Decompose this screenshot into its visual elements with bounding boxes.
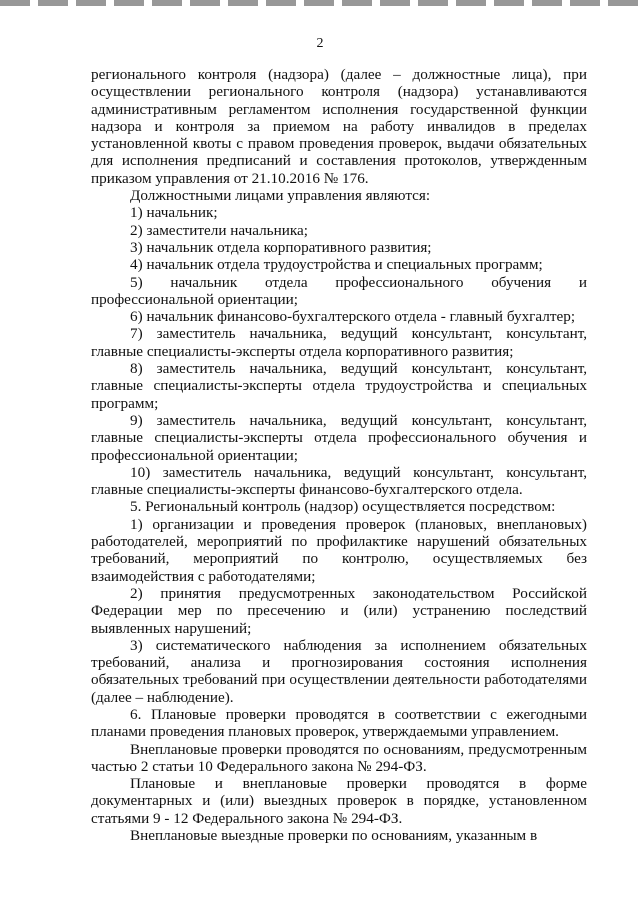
section-6-paragraph: 6. Плановые проверки проводятся в соответствии с ежегодными планами проведения плановых проверок, утверждаемыми управлением.	[91, 705, 587, 741]
section-5-heading: 5. Региональный контроль (надзор) осуществляется посредством:	[130, 498, 556, 516]
section-5-item-2: 2) принятия предусмотренных законодательством Российской Федерации мер по пресечению и (или) устранению последствий выявленных нарушений;	[91, 584, 587, 637]
paragraph-officials-heading: Должностными лицами управления являются:	[130, 187, 431, 205]
list-item-6: 6) начальник финансово-бухгалтерского отдела - главный бухгалтер;	[130, 308, 576, 326]
list-item-1: 1) начальник;	[130, 204, 218, 222]
scan-top-edge	[0, 0, 640, 6]
list-item-7: 7) заместитель начальника, ведущий консультант, консультант, главные специалисты-эксперты отдела корпоративного развития;	[91, 325, 587, 360]
paragraph-intro: регионального контроля (надзора) (далее – должностные лица), при осуществлении регионального контроля (надзора) устанавливаются административным регламентом исполнения государственной функции надзора и контроля за приемом на работу инвалидов в пределах установленной квоты с правом проведения проверок, выдачи обязательных для исполнения предписаний и составления протоколов, утвержденным приказом управления от 21.10.2016 № 176.	[91, 66, 587, 187]
list-item-9: 9) заместитель начальника, ведущий консультант, консультант, главные специалисты-эксперты отдела профессионального обучения и профессиональной ориентации;	[91, 411, 587, 464]
list-item-5: 5) начальник отдела профессионального обучения и профессиональной ориентации;	[91, 273, 587, 308]
unscheduled-onsite-paragraph: Внеплановые выездные проверки по основаниям, указанным в	[130, 827, 538, 845]
page-number: 2	[316, 36, 324, 51]
list-item-3: 3) начальник отдела корпоративного развития;	[130, 238, 432, 256]
inspection-forms-paragraph: Плановые и внеплановые проверки проводятся в форме документарных и (или) выездных проверок в порядке, установленном статьями 9 - 12 Федерального закона № 294-ФЗ.	[91, 775, 587, 827]
document-body	[91, 66, 587, 844]
list-item-10: 10) заместитель начальника, ведущий консультант, консультант, главные специалисты-эксперты финансово-бухгалтерского отдела.	[91, 463, 587, 499]
section-5-item-1: 1) организации и проведения проверок (плановых, внеплановых) работодателей, мероприятий по профилактике нарушений обязательных требований, мероприятий по контролю, осуществляемых без взаимодействия с работодателями;	[91, 515, 587, 585]
section-5-item-3: 3) систематического наблюдения за исполнением обязательных требований, анализа и прогнозирования состояния исполнения обязательных требований при осуществлении деятельности работодателями (далее – наблюдение).	[91, 636, 587, 706]
list-item-4: 4) начальник отдела трудоустройства и специальных программ;	[130, 256, 543, 274]
list-item-8: 8) заместитель начальника, ведущий консультант, консультант, главные специалисты-эксперты отдела трудоустройства и специальных программ;	[91, 360, 587, 412]
unscheduled-inspections-paragraph: Внеплановые проверки проводятся по основаниям, предусмотренным частью 2 статьи 10 Федерального закона № 294-ФЗ.	[91, 740, 587, 775]
list-item-2: 2) заместители начальника;	[130, 221, 308, 239]
